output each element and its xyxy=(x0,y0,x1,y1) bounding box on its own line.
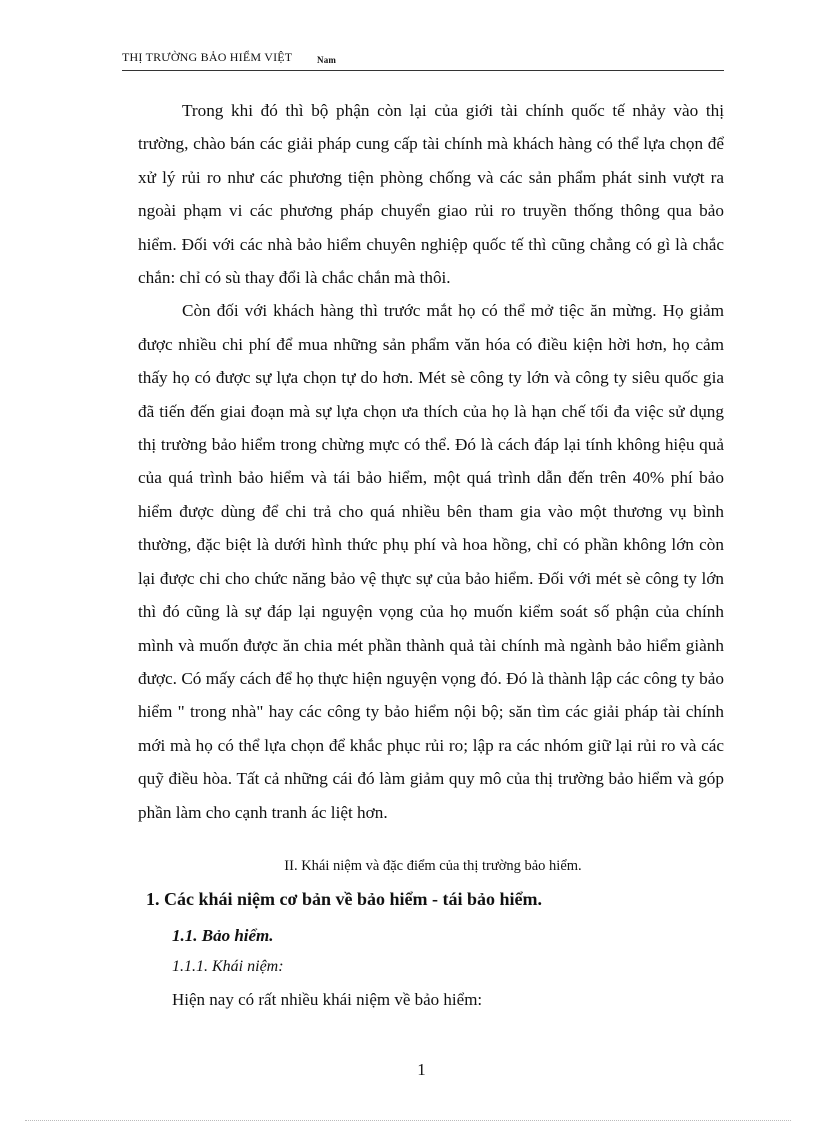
paragraph: Còn đối với khách hàng thì trước mắt họ có thể mở tiệc ăn mừng. Họ giảm được nhiều chi phí để mua những sản phẩm văn hóa có điều kiện hời hơn, họ cảm thấy họ có được sự lựa chọn tự do hơn. Mét sè công ty lớn và công ty siêu quốc gia đã tiến đến giai đoạn mà sự lựa chọn ưa thích của họ là hạn chế tối đa việc sử dụng thị trường bảo hiểm trong chừng mực có thể. Đó là cách đáp lại tính không hiệu quả của quá trình bảo hiểm và tái bảo hiểm, một quá trình dẫn đến trên 40% phí bảo hiểm được dùng để chi trả cho quá nhiều bên tham gia vào một thương vụ bình thường, đặc biệt là dưới hình thức phụ phí và hoa hồng, chỉ có phần không lớn còn lại được chi cho chức năng bảo vệ thực sự của bảo hiểm. Đối với mét sè công ty lớn thì đó cũng là sự đáp lại nguyện vọng của họ muốn kiểm soát số phận của chính mình và muốn được ăn chia mét phần thành quả tài chính mà ngành bảo hiểm giành được. Có mấy cách để họ thực hiện nguyện vọng đó. Đó là thành lập các công ty bảo hiểm " trong nhà" hay các công ty bảo hiểm nội bộ; săn tìm các giải pháp tài chính mới mà họ có thể lựa chọn để khắc phục rủi ro; lập ra các nhóm giữ lại rủi ro và các quỹ điều hòa. Tất cả những cái đó làm giảm quy mô của thị trường bảo hiểm và góp phần làm cho cạnh tranh ác liệt hơn. xyxy=(138,301,724,822)
section-title: II. Khái niệm và đặc điểm của thị trường bảo hiểm. xyxy=(284,858,582,874)
header-title-tail: Nam xyxy=(317,55,337,65)
body-text xyxy=(138,94,724,829)
paragraph: Trong khi đó thì bộ phận còn lại của giới tài chính quốc tế nhảy vào thị trường, chào bán các giải pháp cung cấp tài chính mà khách hàng có thể lựa chọn để xử lý rủi ro như các phương tiện phòng chống và các sản phẩm phát sinh vượt ra ngoài phạm vi các phương pháp chuyển giao rủi ro truyền thống thông qua bảo hiểm. Đối với các nhà bảo hiểm chuyên nghiệp quốc tế thì cũng chẳng có gì là chắc chắn: chỉ có sù thay đổi là chắc chắn mà thôi. xyxy=(138,101,724,288)
heading-1-1: 1.1. Bảo hiểm. xyxy=(172,926,274,945)
lead-line: Hiện nay có rất nhiều khái niệm về bảo hiểm: xyxy=(172,990,483,1009)
page-header xyxy=(122,48,724,71)
header-title: THỊ TRƯỜNG BẢO HIỂM VIỆT xyxy=(122,50,293,64)
page-number: 1 xyxy=(417,1060,426,1079)
page-bottom-divider xyxy=(25,1120,791,1121)
heading-1-1-1: 1.1.1. Khái niệm: xyxy=(172,958,284,975)
heading-1: 1. Các khái niệm cơ bản về bảo hiểm - tái bảo hiểm. xyxy=(146,889,542,909)
